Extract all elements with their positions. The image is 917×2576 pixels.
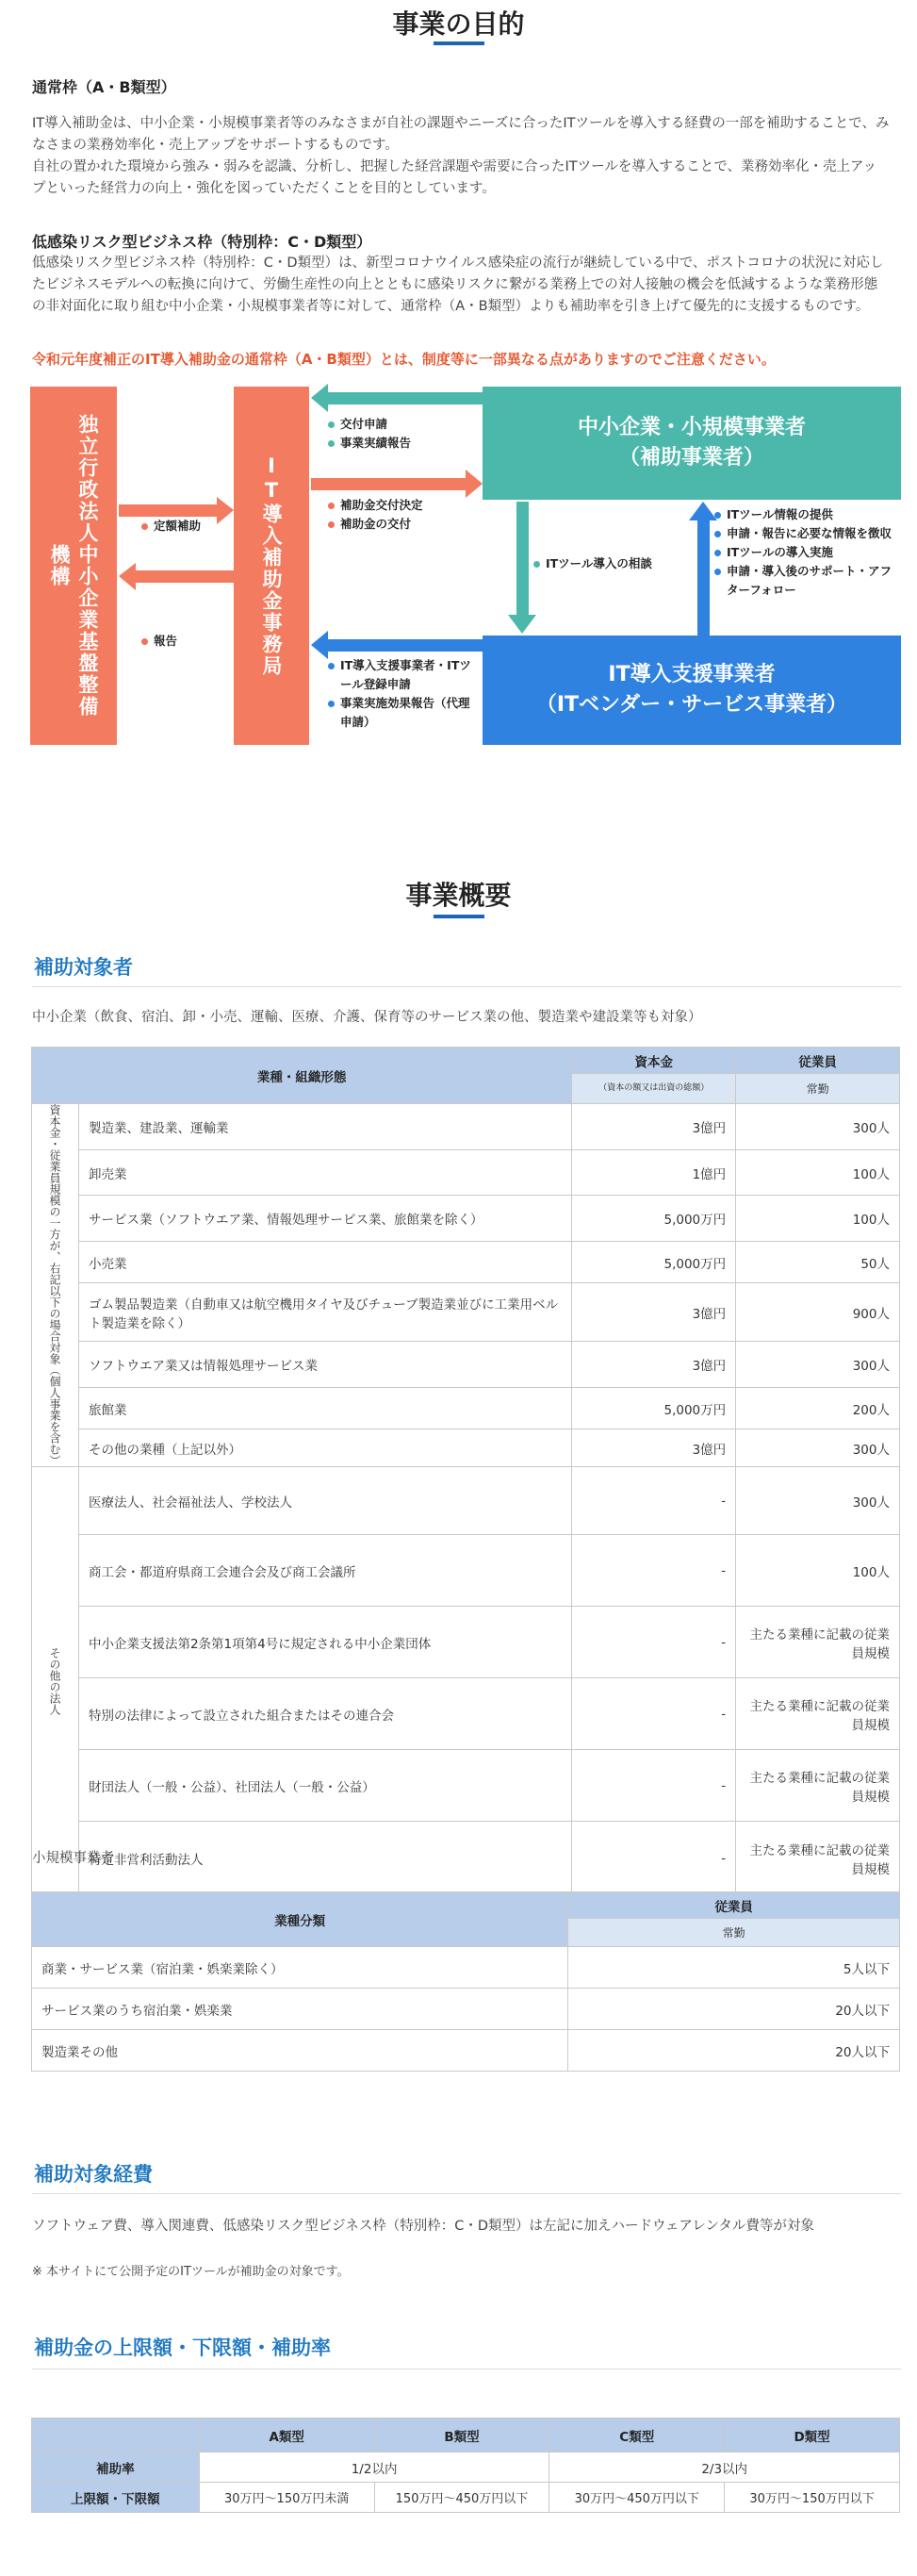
limit-b: 150万円〜450万円以下 [374,2483,549,2513]
table-cell-capital: 5,000万円 [572,1196,736,1242]
note-item: ITツールの導入実施 [714,543,899,562]
note-vendor-registration [328,656,479,732]
table-cell-employees: 主たる業種に記載の従業員規模 [736,1607,900,1678]
note-report [141,632,177,651]
table-cell-category: 商業・サービス業（宿泊業・娯楽業除く） [32,1947,568,1989]
col-header-type-b: B類型 [374,2419,549,2452]
note-fixed-subsidy [141,517,201,536]
table-cell-capital: 3億円 [572,1283,736,1342]
col-subheader-employees: 常勤 [736,1074,900,1104]
small-business-label: 小規模事業者 [32,1851,114,1866]
org-vendor-sublabel: （ITベンダー・サービス事業者） [535,693,848,717]
note-item: 交付申請 [328,415,411,434]
limit-d: 30万円〜150万円以下 [725,2483,900,2513]
expense-note: ※ 本サイトにて公開予定のITツールが補助金の対象です。 [32,2265,350,2279]
table-cell-employees: 300人 [736,1467,900,1535]
table-cell-type: 特別の法律によって設立された組合またはその連合会 [78,1678,571,1750]
table-cell-employees: 5人以下 [568,1947,900,1989]
small-business-table [31,1891,900,2072]
col-header-capital: 資本金 [572,1048,736,1074]
col-subheader-capital: （資本の額又は出資の総額） [572,1074,736,1104]
divider [32,986,901,987]
row-header-limits: 上限額・下限額 [32,2483,200,2513]
table-cell-type: 財団法人（一般・公益）、社団法人（一般・公益） [78,1750,571,1822]
table-cell-capital: 5,000万円 [572,1242,736,1283]
table-cell-capital: - [572,1678,736,1750]
rate-ab: 1/2以内 [199,2452,549,2483]
col-header-category: 業種分類 [32,1892,568,1947]
table-cell-capital: 1億円 [572,1149,736,1196]
table-cell-employees: 100人 [736,1149,900,1196]
note-item: 申請・導入後のサポート・アフターフォロー [714,562,899,600]
note-consultation [533,554,652,573]
org-smb-sublabel: （補助事業者） [618,446,764,470]
table-cell-type: 小売業 [78,1242,571,1283]
col-header-employees: 従業員 [568,1892,900,1919]
table-cell-employees: 300人 [736,1429,900,1467]
table-cell-type: 卸売業 [78,1149,571,1196]
table-cell-category: サービス業のうち宿泊業・娯楽業 [32,1989,568,2030]
note-item: IT導入支援事業者・ITツール登録申請 [328,656,479,694]
warning-text: 令和元年度補正のIT導入補助金の通常枠（A・B類型）とは、制度等に一部異なる点がありますのでご注意ください。 [32,351,776,368]
table-cell-employees: 200人 [736,1387,900,1428]
lowrisk-text: 低感染リスク型ビジネス枠（特別枠：C・D類型）は、新型コロナウイルス感染症の流行が継続している中で、ポストコロナの状況に対応したビジネスモデルへの転換に向けて、労働生産性の向上とともに感染リスクに繋がる業務上での対人接触の機会を低減するような業務形態の非対面化に取り組む中小企業・小規模事業者等に対して、通常枠（A・B類型）よりも補助率を引き上げて優先的に支援するものです。 [32,256,884,314]
normal-frame-text-2: 自社の置かれた環境から強み・弱みを認識、分析し、把握した経営課題や需要に合ったITツールを導入することで、業務効率化・売上アップといった経営力の向上・強化を図っていただくことを目的としています。 [32,159,877,196]
rate-cd: 2/3以内 [549,2452,900,2483]
col-header-type-d: D類型 [725,2419,900,2452]
note-item: 補助金交付決定 [328,496,423,515]
org-vendor-label: IT導入支援事業者 [608,663,776,686]
note-grant [328,496,423,534]
table-cell-capital: - [572,1467,736,1535]
table-cell-capital: - [572,1822,736,1895]
note-item: 事業実施効果報告（代理申請） [328,694,479,732]
corner-header [32,2419,200,2452]
target-description: 中小企業（飲食、宿泊、卸・小売、運輸、医療、介護、保育等のサービス業の他、製造業や建設業等も対象） [32,1010,702,1025]
table-cell-employees: 100人 [736,1535,900,1607]
table-cell-employees: 主たる業種に記載の従業員規模 [736,1678,900,1750]
table-cell-type: 製造業、建設業、運輸業 [78,1104,571,1150]
org-secretariat-label: IT導入補助金事務局 [260,454,283,677]
org-smrj-label: 独立行政法人中小企業基盤整備機構 [48,414,99,718]
col-header-employees: 従業員 [736,1048,900,1074]
table-cell-employees: 300人 [736,1342,900,1388]
table-cell-capital: 5,000万円 [572,1387,736,1428]
note-application [328,415,411,453]
note-item: ITツール導入の相談 [533,554,652,573]
table-cell-employees: 900人 [736,1283,900,1342]
lowrisk-heading: 低感染リスク型ビジネス枠（特別枠：C・D類型） [32,233,372,251]
divider [32,2193,901,2194]
table-cell-employees: 主たる業種に記載の従業員規模 [736,1822,900,1895]
divider [32,2369,901,2370]
note-item: 報告 [141,632,177,651]
col-header-type-a: A類型 [199,2419,374,2452]
table-cell-type: 商工会・都道府県商工会連合会及び商工会議所 [78,1535,571,1607]
table-cell-type: ソフトウエア業又は情報処理サービス業 [78,1342,571,1388]
limit-a: 30万円〜150万円未満 [199,2483,374,2513]
table-cell-employees: 100人 [736,1196,900,1242]
normal-frame-heading: 通常枠（A・B類型） [32,78,176,96]
table-cell-capital: - [572,1607,736,1678]
note-item: 補助金の交付 [328,515,423,534]
table-cell-employees: 300人 [736,1104,900,1150]
col-header-type: 業種・組織形態 [32,1048,572,1104]
row-header-rate: 補助率 [32,2452,200,2483]
group-label-other: その他の法人 [32,1467,79,1895]
limit-table [31,2418,900,2513]
table-cell-capital: 3億円 [572,1104,736,1150]
table-cell-capital: 3億円 [572,1342,736,1388]
title-underline [434,915,484,918]
table-cell-employees: 20人以下 [568,2030,900,2072]
note-item: 申請・報告に必要な情報を徴収 [714,524,899,543]
limit-c: 30万円〜450万円以下 [549,2483,725,2513]
note-item: 事業実績報告 [328,434,411,453]
table-cell-type: サービス業（ソフトウエア業、情報処理サービス業、旅館業を除く） [78,1196,571,1242]
table-cell-employees: 主たる業種に記載の従業員規模 [736,1750,900,1822]
table-cell-capital: 3億円 [572,1429,736,1467]
org-smb-label: 中小企業・小規模事業者 [577,416,806,439]
table-cell-type: 中小企業支援法第2条第1項第4号に規定される中小企業団体 [78,1607,571,1678]
note-item: 定額補助 [141,517,201,536]
expense-heading: 補助対象経費 [34,2163,153,2186]
purpose-title: 事業の目的 [392,8,525,40]
table-cell-type: ゴム製品製造業（自動車又は航空機用タイヤ及びチューブ製造業並びに工業用ベルト製造業を除く） [78,1283,571,1342]
col-subheader-employees: 常勤 [568,1919,900,1947]
note-item: ITツール情報の提供 [714,505,899,524]
table-cell-capital: - [572,1535,736,1607]
col-header-type-c: C類型 [549,2419,725,2452]
table-cell-type: 特定非営利活動法人 [78,1822,571,1895]
target-heading: 補助対象者 [34,956,133,979]
table-cell-type: その他の業種（上記以外） [78,1429,571,1467]
table-cell-type: 旅館業 [78,1387,571,1428]
table-cell-employees: 20人以下 [568,1989,900,2030]
table-cell-capital: - [572,1750,736,1822]
note-vendor-services [714,505,899,600]
limit-heading: 補助金の上限額・下限額・補助率 [34,2337,331,2359]
table-cell-type: 医療法人、社会福祉法人、学校法人 [78,1467,571,1535]
table-cell-employees: 50人 [736,1242,900,1283]
table-cell-category: 製造業その他 [32,2030,568,2072]
normal-frame-text-1: IT導入補助金は、中小企業・小規模事業者等のみなさまが自社の課題やニーズに合ったITツールを導入する経費の一部を補助することで、みなさまの業務効率化・売上アップをサポートするものです。 [32,116,890,153]
overview-title: 事業概要 [405,880,512,911]
group-label-sme: 資本金・従業員規模の一方が、右記以下の場合対象（個人事業を含む） [32,1104,79,1467]
expense-description: ソフトウェア費、導入関連費、低感染リスク型ビジネス枠（特別枠：C・D類型）は左記に加えハードウェアレンタル費等が対象 [32,2219,814,2234]
sme-table [31,1047,900,1895]
